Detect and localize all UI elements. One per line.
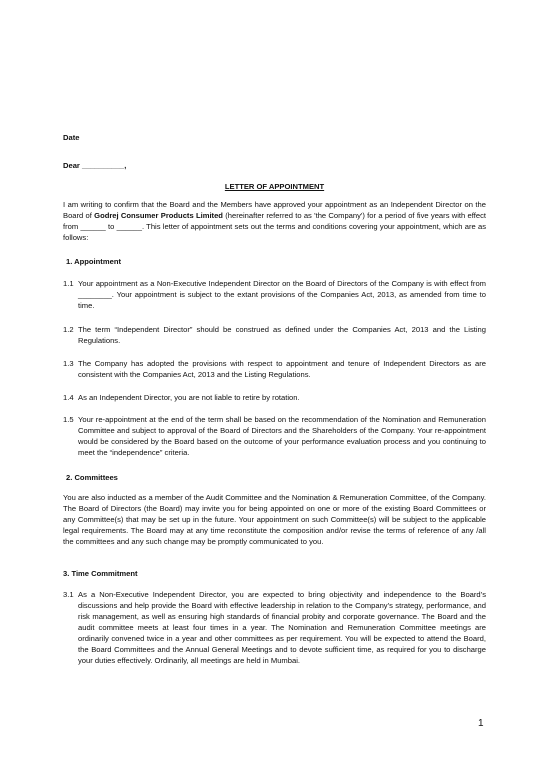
section-3-heading: 3. Time Commitment <box>63 569 138 578</box>
intro-text-after: (hereinafter referred to as 'the Company') for a period of five years with effect from ______ to ______. This letter of appointment sets out the terms and conditions covering your appointment, which are as follows: <box>63 211 486 242</box>
page-number: 1 <box>478 718 484 729</box>
clause-number: 1.2 <box>63 325 74 334</box>
clause-number: 1.5 <box>63 415 74 424</box>
clause-number: 3.1 <box>63 590 74 599</box>
company-name: Godrej Consumer Products Limited <box>94 211 223 220</box>
clause-text: As a Non-Executive Independent Director, you are expected to bring objectivity and independence to the Board’s discussions and help provide the Board with effective leadership in relation to the Company’s strategy, performance, and risk management, as well as ensuring high standards of financial probity and corporate governance. The Board and the audit committee meets at least four times in a year. The Nomination and Remuneration Committee meetings are ordinarily convened twice in a year and other committees as per requirement. You will be expected to attend the Board, the Board Committees and the Annual General Meetings and to devote sufficient time, as required for you to discharge your duties effectively. Ordinarily, all meetings are held in Mumbai. <box>78 590 486 665</box>
clause-number: 1.3 <box>63 359 74 368</box>
clause-text: Your re-appointment at the end of the term shall be based on the recommendation of the Nomination and Remuneration Committee and subject to approval of the Board of Directors and the Shareholders of the Company. Your re-appointment would be considered by the Board based on the outcome of your performance evaluation process and you continuing to meet the “independence” criteria. <box>78 415 486 457</box>
clause-text: The term “Independent Director” should be construed as defined under the Companies Act, 2013 and the Listing Regulations. <box>78 325 486 345</box>
clause-text: As an Independent Director, you are not liable to retire by rotation. <box>78 393 300 402</box>
clause-number: 1.1 <box>63 279 74 288</box>
section-2-paragraph: You are also inducted as a member of the Audit Committee and the Nomination & Remuneration Committee, of the Company. The Board of Directors (the Board) may invite you for being appointed on one or more of the existing Board Committees or any Committee(s) that may be set up in the future. Your appointment on such Committee(s) will be subject to the applicable legal requirements. The Board may at any time reconstitute the composition and/or revise the terms of reference of any /all the committees and any such change may be promptly communicated to you. <box>63 493 486 546</box>
date-label: Date <box>63 133 80 142</box>
intro-text-before: I am writing to confirm that the Board and the Members have approved your appointment as an Independent Director on the Board of <box>63 200 486 220</box>
dear-label: Dear __________, <box>63 161 127 170</box>
clause-text: Your appointment as a Non-Executive Independent Director on the Board of Directors of the Company is with effect from ________. Your appointment is subject to the extant provisions of the Companies Act, 2013, as amended from time to time. <box>78 279 486 310</box>
intro-paragraph <box>63 199 486 243</box>
clause-number: 1.4 <box>63 393 74 402</box>
section-2-heading: 2. Committees <box>66 473 118 482</box>
clause-text: The Company has adopted the provisions with respect to appointment and tenure of Independent Directors as are consistent with the Companies Act, 2013 and the Listing Regulations. <box>78 359 486 379</box>
letter-title: LETTER OF APPOINTMENT <box>224 182 325 191</box>
section-1-heading: 1. Appointment <box>66 257 121 266</box>
